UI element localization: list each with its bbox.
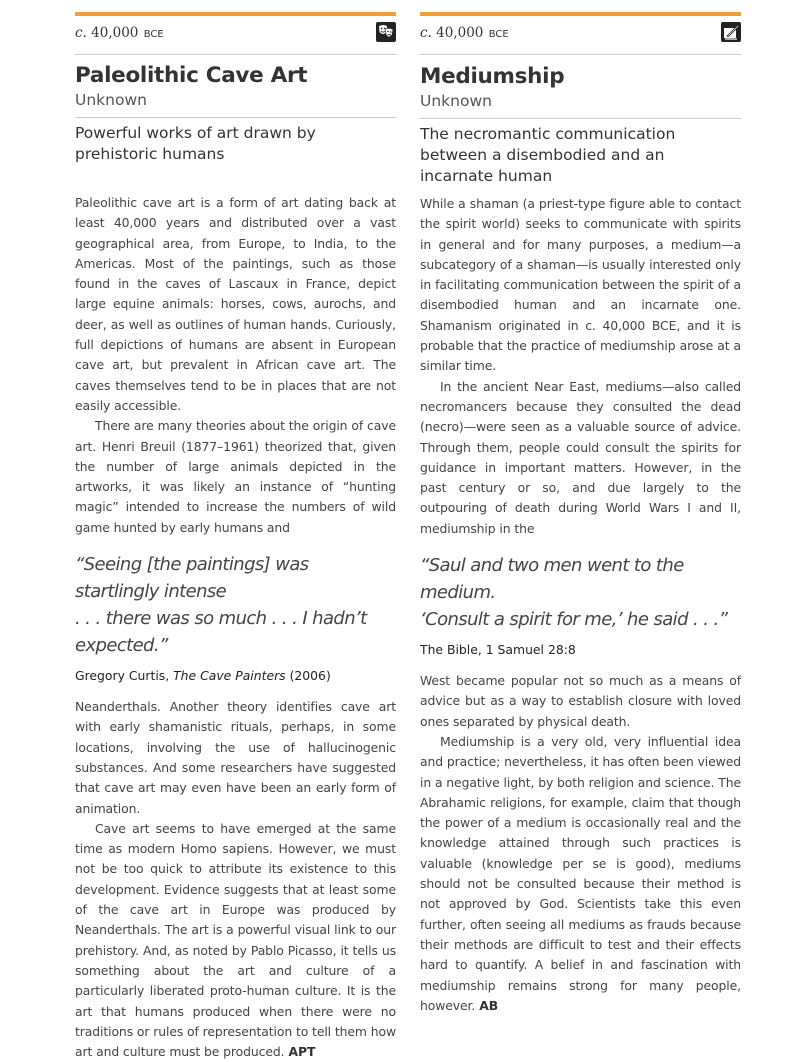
- body-text-top: [75, 193, 396, 538]
- body-text-bottom: [75, 697, 396, 1062]
- quote-author: Gregory Curtis,: [75, 668, 170, 684]
- quill-paper-icon: [721, 22, 741, 42]
- entry-title: Mediumship: [420, 64, 565, 89]
- divider: [75, 117, 396, 118]
- paragraph: Paleolithic cave art is a form of art dating back at least 40,000 years and distributed over a vast geographical area, from Europe, to India, to the Americas. Most of the paintings, such as those found in the caves of Lascaux in France, depict large equine animals: horses, cows, aurochs, and deer, as well as outlines of human hands. Curiously, full depictions of humans are absent in European cave art, but prevalent in African cave art. The caves themselves tend to be in places that are not easily accessible.: [75, 195, 396, 413]
- date-era: BCE: [143, 29, 164, 40]
- pull-quote: [420, 552, 741, 633]
- quote-line: “Saul and two men went to the medium.: [420, 555, 684, 604]
- quote-line: . . . there was so much . . . I hadn’t expected.”: [75, 608, 367, 657]
- author-initials: AB: [479, 997, 499, 1013]
- paragraph: There are many theories about the origin of cave art. Henri Breuil (1877–1961) theorized that, given the number of large animals depicted in the artworks, it was likely an instance of “hunting magic” intended to increase the numbers of wild game hunted by early humans and: [75, 418, 396, 535]
- paragraph: Neanderthals. Another theory identifies cave art with early shamanistic rituals, perhaps, in some locations, involving the use of hallucinogenic substances. And some researchers have suggested that cave art may even have been an early form of animation.: [75, 699, 396, 816]
- quote-line: ‘Consult a spirit for me,’ he said . . .”: [420, 609, 728, 631]
- entry-date: [75, 25, 164, 41]
- entry-author: Unknown: [75, 91, 147, 109]
- paragraph: West became popular not so much as a means of advice but as a way to establish closure with loved ones separated by physical death.: [420, 673, 741, 729]
- paragraph: In the ancient Near East, mediums—also called necromancers because they consulted the dead (necro)—were seen as a valuable source of advice. Through them, people could consult the spirits for guidance in important matters. However, in the past century or so, and due largely to the outpouring of death during World Wars I and II, mediumship in the: [420, 378, 741, 536]
- entry-title: Paleolithic Cave Art: [75, 63, 308, 88]
- entry-subtitle: The necromantic communication between a disembodied and an incarnate human: [420, 125, 676, 185]
- quote-attribution: [75, 668, 396, 683]
- left-entry: [75, 12, 396, 1062]
- entry-author: Unknown: [420, 92, 492, 110]
- paragraph: [75, 819, 396, 1062]
- paragraph-text: Mediumship is a very old, very influential idea and practice; nevertheless, it has often been viewed in a negative light, by both religion and science. The Abrahamic religions, for example, claim that though the power of a medium is occasionally real and the knowledge attained through such practices is valuable (knowledge per se is good), mediums should not be consulted because their method is not approved by God. Scientists take this even further, often seeing all mediums as frauds because their methods are difficult to test and their effects hard to quantify. A belief in and fascination with mediumship remains strong for many people, however.: [420, 733, 741, 1013]
- paragraph-text: Cave art seems to have emerged at the same time as modern Homo sapiens. However, we must not be too quick to attribute its existence to this development. Evidence suggests that at least some of the cave art in Europe was produced by Neanderthals. The art is a powerful visual link to our prehistory. And, as noted by Pablo Picasso, it tells us something about the art and culture of a particularly liberated proto-human culture. It is the art that humans produced when there were no traditions or rules of representation to tell them how art and culture must be produced.: [75, 820, 396, 1060]
- pull-quote: [75, 551, 396, 659]
- entry-subtitle: Powerful works of art drawn by prehistoric humans: [75, 124, 316, 163]
- quote-work: The Cave Painters: [173, 668, 286, 684]
- quote-year: (2006): [289, 668, 331, 684]
- paragraph: While a shaman (a priest-type figure able to contact the spirit world) seeks to communicate with spirits in general and for many purposes, a medium—a subcategory of a shaman—is usually interested only in facilitating communication between the spirit of a disembodied human and an incarnate one. Shamanism originated in c. 40,000 BCE, and it is probable that the practice of mediumship arose at a similar time.: [420, 196, 741, 374]
- date-value: 40,000: [436, 25, 484, 41]
- entry-date: [420, 25, 509, 41]
- right-entry: [420, 12, 741, 1016]
- date-row: [75, 16, 396, 55]
- theater-masks-icon: [376, 22, 396, 42]
- divider: [420, 118, 741, 119]
- date-prefix: c.: [420, 25, 432, 41]
- date-row: [420, 16, 741, 55]
- paragraph: [420, 732, 741, 1016]
- date-era: BCE: [488, 29, 509, 40]
- date-value: 40,000: [91, 25, 139, 41]
- body-text-bottom: [420, 671, 741, 1016]
- quote-line: “Seeing [the paintings] was startlingly intense: [75, 554, 309, 603]
- quote-attribution: The Bible, 1 Samuel 28:8: [420, 642, 576, 658]
- author-initials: APT: [288, 1044, 316, 1060]
- date-prefix: c.: [75, 25, 87, 41]
- body-text-top: [420, 194, 741, 539]
